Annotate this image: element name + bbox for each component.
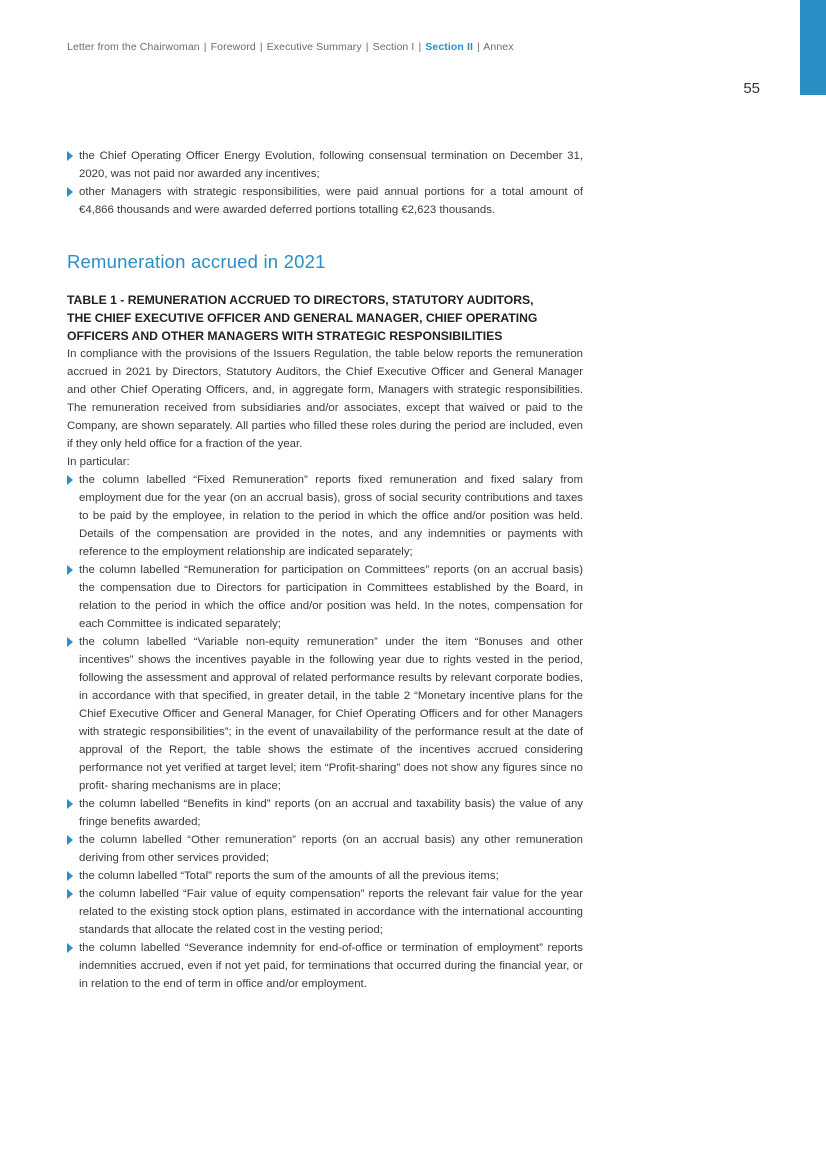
nav-link-executive-summary[interactable]: Executive Summary <box>266 41 362 53</box>
list-item-text: the column labelled “Other remuneration” reports (on an accrual basis) any other remuneration deriving from other services provided; <box>79 834 583 864</box>
intro-paragraph: In compliance with the provisions of the Issuers Regulation, the table below reports the remuneration accrued in 2021 by Directors, Statutory Auditors, the Chief Executive Officer and General Manager and other Chief Operating Officers, and, in aggregate form, Managers with strategic responsibilities. The remuneration received from subsidiaries and/or associates, except that waived or paid to the Company, are shown separately. All parties who filled these roles during the period are included, even if they only held office for a fraction of the year. <box>67 348 583 450</box>
section-heading: Remuneration accrued in 2021 <box>67 251 326 272</box>
list-item <box>67 795 583 831</box>
nav-link-section-i[interactable]: Section I <box>372 41 415 53</box>
list-item-text: other Managers with strategic responsibilities, were paid annual portions for a total amount of €4,866 thousands and were awarded deferred portions totalling €2,623 thousands. <box>79 186 583 216</box>
bullet-arrow-icon <box>67 151 73 161</box>
bullet-arrow-icon <box>67 475 73 485</box>
list-item <box>67 867 583 885</box>
bullet-arrow-icon <box>67 871 73 881</box>
bullet-arrow-icon <box>67 943 73 953</box>
list-item <box>67 147 583 183</box>
list-item-text: the column labelled “Remuneration for participation on Committees” reports (on an accrual basis) the compensation due to Directors for participation in Committees established by the Board, in relation to the period in which the office and/or position was held. In the notes, compensation for each Committee is indicated separately; <box>79 564 583 630</box>
list-item <box>67 885 583 939</box>
bullet-arrow-icon <box>67 889 73 899</box>
nav-separator: | <box>365 41 369 53</box>
list-item-text: the column labelled “Variable non-equity remuneration” under the item “Bonuses and other incentives” shows the incentives payable in the following year due to rights vested in the period, following the assessment and approval of related performance results by relevant corporate bodies, in accordance with that specified, in greater detail, in the table 2 “Monetary incentive plans for the Chief Executive Officer and General Manager, for Chief Operating Officers and for other Managers with strategic responsibilities”; in the event of unavailability of the performance result at the date of approval of the Report, the table shows the estimate of the incentives accrued considering performance not yet verified at target level; item “Profit-sharing” does not show any figures since no profit- sharing mechanisms are in place; <box>79 636 583 792</box>
nav-separator: | <box>259 41 263 53</box>
list-item-text: the column labelled “Benefits in kind” reports (on an accrual and taxability basis) the value of any fringe benefits awarded; <box>79 798 583 828</box>
list-item-text: the Chief Operating Officer Energy Evolution, following consensual termination on December 31, 2020, was not paid nor awarded any incentives; <box>79 150 583 180</box>
list-item <box>67 831 583 867</box>
list-item <box>67 471 583 561</box>
nav-link-annex[interactable]: Annex <box>483 41 514 53</box>
page-number: 55 <box>743 80 760 97</box>
bullet-arrow-icon <box>67 835 73 845</box>
list-item-text: the column labelled “Fixed Remuneration” reports fixed remuneration and fixed salary from employment due for the year (on an accrual basis), gross of social security contributions and taxes to be paid by the employee, in relation to the period in which the office and/or position was held. Details of the compensation are provided in the notes, and any indemnities or payments with reference to the employment relationship are indicated separately; <box>79 474 583 558</box>
list-item-text: the column labelled “Fair value of equity compensation” reports the relevant fair value for the year related to the existing stock option plans, estimated in accordance with the international accounting standards that allocate the related cost in the vesting period; <box>79 888 583 936</box>
section-tab-marker <box>800 0 826 95</box>
top-bullet-list <box>67 147 583 219</box>
nav-link-letter[interactable]: Letter from the Chairwoman <box>67 41 200 53</box>
intro-lead: In particular: <box>67 456 130 468</box>
nav-separator: | <box>203 41 207 53</box>
list-item <box>67 633 583 795</box>
nav-link-section-ii[interactable]: Section II <box>425 41 473 53</box>
breadcrumb <box>67 41 514 53</box>
bullet-arrow-icon <box>67 565 73 575</box>
nav-separator: | <box>418 41 422 53</box>
list-item-text: the column labelled “Severance indemnity for end-of-office or termination of employment” reports indemnities accrued, even if not yet paid, for terminations that occurred during the financial year, or in relation to the end of term in office and/or employment. <box>79 942 583 990</box>
bullet-arrow-icon <box>67 187 73 197</box>
list-item-text: the column labelled “Total” reports the sum of the amounts of all the previous items; <box>79 870 499 882</box>
bullet-arrow-icon <box>67 637 73 647</box>
list-item <box>67 183 583 219</box>
list-item <box>67 561 583 633</box>
list-item <box>67 939 583 993</box>
nav-separator: | <box>477 41 480 53</box>
table-title: TABLE 1 - REMUNERATION ACCRUED TO DIRECTORS, STATUTORY AUDITORS, THE CHIEF EXECUTIVE OFFICER AND GENERAL MANAGER, CHIEF OPERATING OFFICERS AND OTHER MANAGERS WITH STRATEGIC RESPONSIBILITIES <box>67 293 538 343</box>
bullet-arrow-icon <box>67 799 73 809</box>
nav-link-foreword[interactable]: Foreword <box>210 41 256 53</box>
column-description-list <box>67 471 583 993</box>
main-content <box>67 147 583 993</box>
